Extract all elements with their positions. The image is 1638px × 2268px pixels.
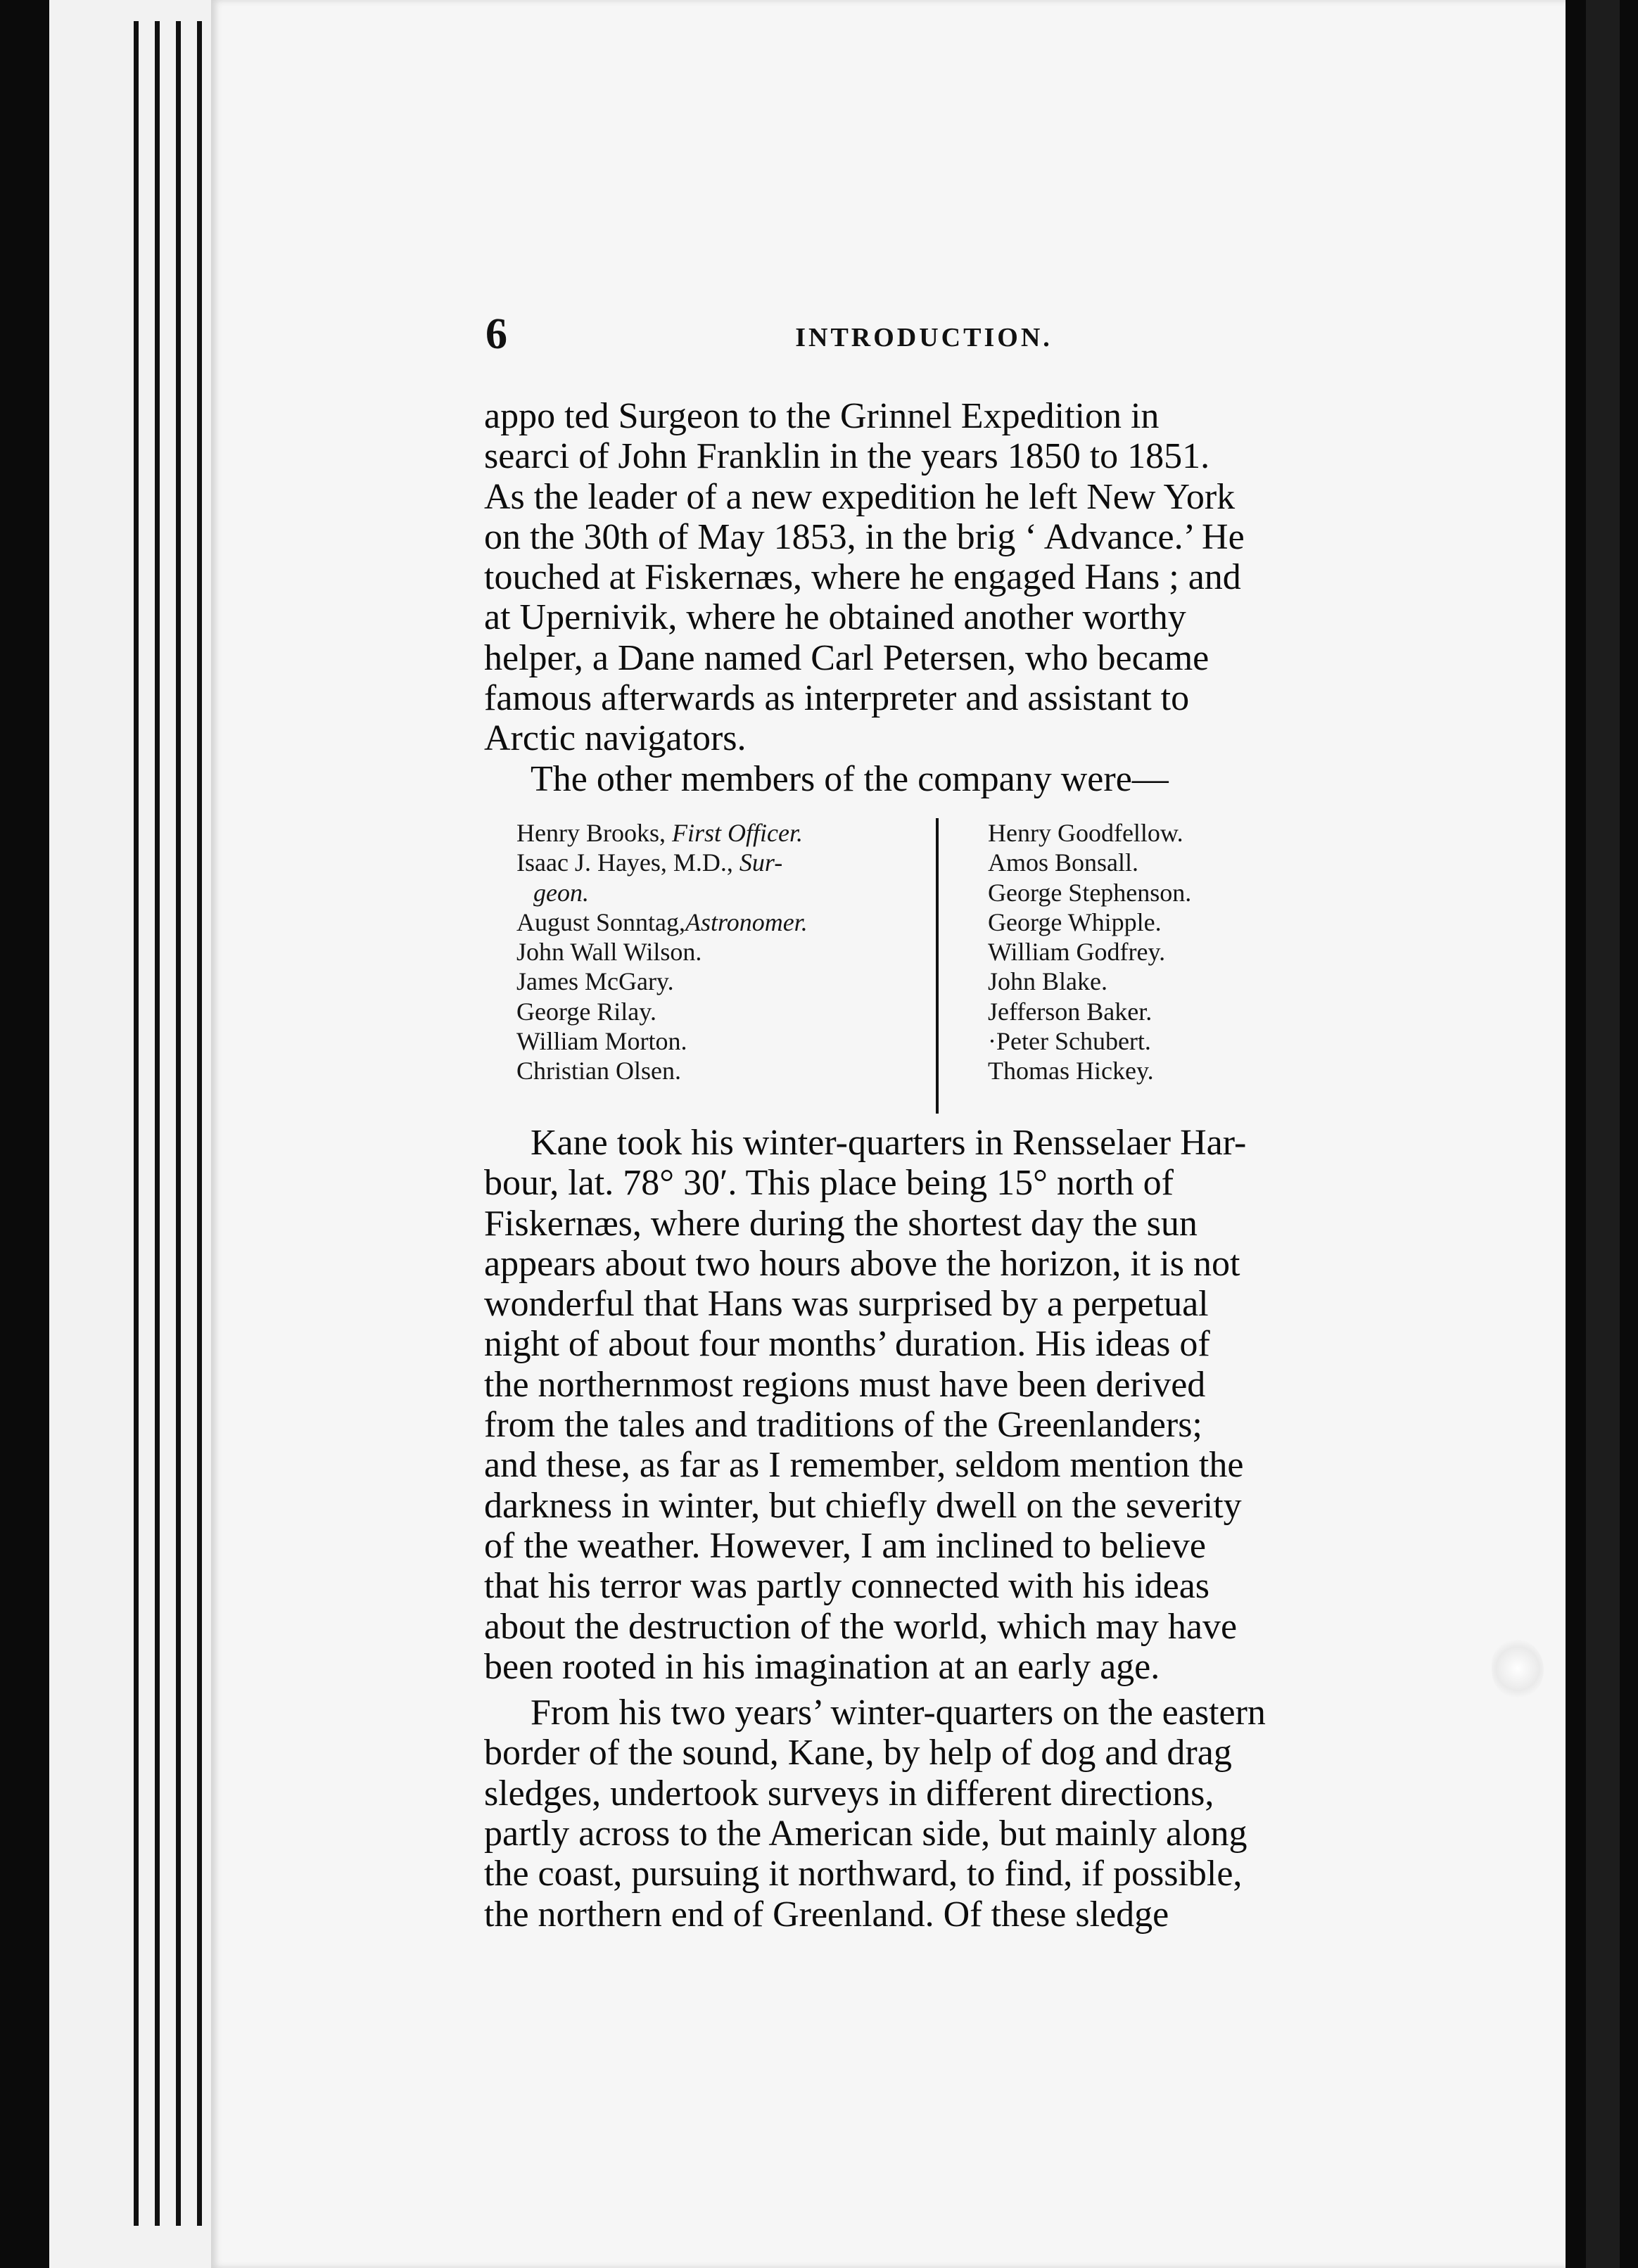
crew-member: Amos Bonsall. bbox=[988, 848, 1139, 877]
text-line: night of about four months’ duration. His ideas of bbox=[484, 1324, 1210, 1365]
text-line: appears about two hours above the horizon, it is not bbox=[484, 1243, 1240, 1284]
crew-member bbox=[516, 997, 932, 1026]
crew-name: Isaac J. Hayes, M.D., bbox=[516, 848, 739, 877]
crew-member: Thomas Hickey. bbox=[988, 1057, 1154, 1085]
text-line: on the 30th of May 1853, in the brig ‘ Advance.’ He bbox=[484, 516, 1245, 557]
page-number: 6 bbox=[485, 310, 507, 358]
crew-column-right bbox=[988, 818, 1297, 1086]
page-edge-line bbox=[176, 21, 181, 2226]
text-line: helper, a Dane named Carl Petersen, who became bbox=[484, 637, 1210, 678]
paragraph-3-4 bbox=[484, 1123, 1399, 1935]
crew-member: George Whipple. bbox=[988, 907, 1162, 936]
text-line: famous afterwards as interpreter and assistant to bbox=[484, 678, 1190, 719]
text-line: Fiskernæs, where during the shortest day the sun bbox=[484, 1203, 1198, 1244]
crew-name: Henry Brooks, bbox=[516, 819, 672, 847]
page-edge-line bbox=[155, 21, 160, 2226]
text-line: the coast, pursuing it northward, to find, if possible, bbox=[484, 1854, 1243, 1894]
text-line: wonderful that Hans was surprised by a perpetual bbox=[484, 1284, 1209, 1325]
page-edge-line bbox=[134, 21, 139, 2226]
text-line: at Upernivik, where he obtained another worthy bbox=[484, 597, 1186, 638]
text-line: appo ted Surgeon to the Grinnel Expedition in bbox=[484, 396, 1160, 436]
crew-member bbox=[516, 907, 932, 937]
paragraph-2: The other members of the company were— bbox=[531, 758, 1169, 799]
crew-name: George Rilay. bbox=[516, 997, 656, 1026]
crew-name: William Morton. bbox=[516, 1027, 687, 1056]
text-line: As the leader of a new expedition he left New York bbox=[484, 476, 1236, 517]
crew-name: August Sonntag, bbox=[516, 907, 686, 936]
crew-name: John Wall Wilson. bbox=[516, 938, 702, 967]
left-page-edges bbox=[0, 0, 232, 2268]
crew-role: First Officer. bbox=[671, 819, 803, 847]
running-title: INTRODUCTION. bbox=[795, 323, 1053, 352]
text-line: partly across to the American side, but mainly along bbox=[484, 1814, 1247, 1854]
crew-name: Christian Olsen. bbox=[516, 1057, 681, 1085]
text-line: bour, lat. 78° 30′. This place being 15° north of bbox=[484, 1163, 1174, 1204]
text-line: sledges, undertook surveys in different directions, bbox=[484, 1773, 1214, 1814]
crew-member: ·Peter Schubert. bbox=[988, 1027, 1151, 1056]
text-line: the northernmost regions must have been derived bbox=[484, 1364, 1206, 1405]
column-divider bbox=[936, 818, 939, 1114]
text-line: Kane took his winter-quarters in Rensselaer Har- bbox=[531, 1123, 1247, 1163]
crew-member bbox=[516, 967, 932, 996]
right-page-edge-strip bbox=[1586, 0, 1620, 2268]
crew-member bbox=[516, 818, 932, 848]
crew-role: Astronomer. bbox=[685, 907, 808, 936]
text-line: from the tales and traditions of the Greenlanders; bbox=[484, 1405, 1202, 1446]
crew-member: William Godfrey. bbox=[988, 938, 1166, 967]
crew-role: geon. bbox=[533, 878, 589, 907]
text-line: touched at Fiskernæs, where he engaged Hans ; and bbox=[484, 557, 1241, 598]
text-line: and these, as far as I remember, seldom mention the bbox=[484, 1445, 1244, 1486]
paragraph-1 bbox=[484, 396, 1399, 799]
crew-role: Sur- bbox=[739, 848, 783, 877]
text-line: of the weather. However, I am inclined to believe bbox=[484, 1525, 1206, 1566]
paper-blemish bbox=[1492, 1639, 1544, 1698]
text-line: been rooted in his imagination at an early age. bbox=[484, 1646, 1160, 1687]
crew-member bbox=[516, 848, 932, 877]
crew-member bbox=[516, 1056, 932, 1085]
crew-list bbox=[516, 818, 1282, 1117]
crew-name: James McGary. bbox=[516, 967, 674, 996]
text-line: the northern end of Greenland. Of these sledge bbox=[484, 1894, 1169, 1935]
text-line: Arctic navigators. bbox=[484, 718, 747, 759]
text-line: From his two years’ winter-quarters on the eastern bbox=[531, 1693, 1266, 1733]
text-line: darkness in winter, but chiefly dwell on the severity bbox=[484, 1485, 1242, 1526]
crew-member: John Blake. bbox=[988, 967, 1107, 996]
text-line: that his terror was partly connected with his ideas bbox=[484, 1566, 1210, 1607]
page-edge-line bbox=[197, 21, 202, 2226]
crew-member bbox=[516, 937, 932, 967]
crew-member: George Stephenson. bbox=[988, 878, 1192, 907]
text-line: searci of John Franklin in the years 1850 to 1851. bbox=[484, 436, 1210, 477]
running-head bbox=[277, 310, 1409, 373]
text-line: about the destruction of the world, which may have bbox=[484, 1606, 1238, 1647]
crew-member bbox=[516, 878, 932, 907]
crew-member: Jefferson Baker. bbox=[988, 997, 1153, 1026]
crew-member bbox=[516, 1026, 932, 1056]
crew-column-left bbox=[516, 818, 932, 1086]
crew-member: Henry Goodfellow. bbox=[988, 819, 1183, 847]
text-line: border of the sound, Kane, by help of dog and drag bbox=[484, 1733, 1232, 1773]
